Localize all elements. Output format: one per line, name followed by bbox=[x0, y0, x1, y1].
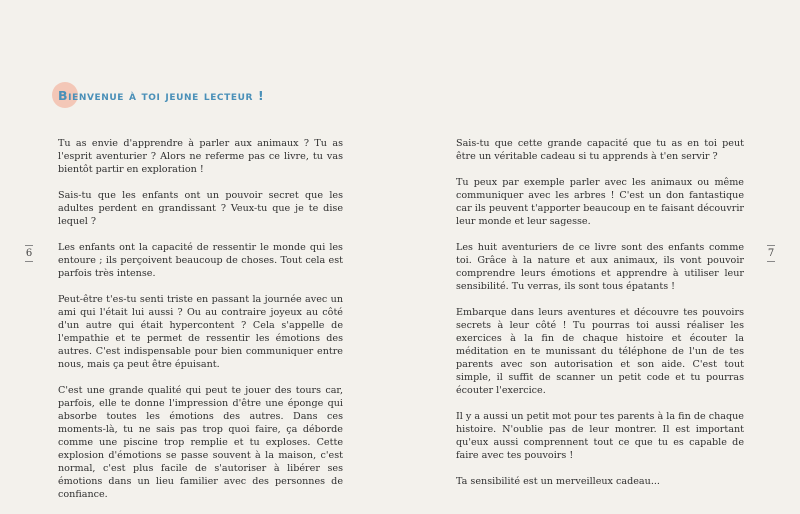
paragraph: Sais-tu que cette grande capacité que tu as en toi peut être un véritable cadeau si tu apprends à t'en servir ? bbox=[456, 138, 744, 162]
left-body-text bbox=[58, 137, 343, 514]
paragraph: Tu peux par exemple parler avec les animaux ou même communiquer avec les arbres ! C'est un don fantastique car ils peuvent t'apporter beaucoup en te faisant découvrir leur monde et leur sagesse. bbox=[456, 177, 744, 227]
paragraph: Peut-être t'es-tu senti triste en passant la journée avec un ami qui l'était lui aussi ? Ou au contraire joyeux au côté d'un autre qui était hypercontent ? Cela s'appelle de l'empathie et te permet de ressentir les émotions des autres. C'est indispensable pour bien communiquer entre nous, mais ça peut être épuisant. bbox=[58, 294, 343, 370]
paragraph: Les enfants ont la capacité de ressentir le monde qui les entoure ; ils perçoivent beaucoup de choses. Tout cela est parfois très intense. bbox=[58, 242, 343, 279]
paragraph: Sais-tu que les enfants ont un pouvoir secret que les adultes perdent en grandissant ? Veux-tu que je te dise lequel ? bbox=[58, 190, 343, 227]
right-body-text bbox=[456, 137, 744, 501]
page-number-right: 7 bbox=[762, 248, 780, 259]
paragraph: Il y a aussi un petit mot pour tes parents à la fin de chaque histoire. N'oublie pas de leur montrer. Il est important qu'eux aussi comprennent tout ce que tu es capable de faire avec tes pouvoirs ! bbox=[456, 411, 744, 461]
paragraph: C'est une grande qualité qui peut te jouer des tours car, parfois, elle te donne l'impression d'être une éponge qui absorbe toutes les émotions des autres. Dans ces moments-là, tu ne sais pas trop quoi faire, ça déborde comme une piscine trop remplie et tu exploses. Cette explosion d'émotions se passe souvent à la maison, c'est normal, c'est plus facile de s'autoriser à libérer ses émotions dans un lieu familier avec des personnes de confiance. bbox=[58, 385, 343, 500]
paragraph: Tu as envie d'apprendre à parler aux animaux ? Tu as l'esprit aventurier ? Alors ne referme pas ce livre, tu vas bientôt partir en exploration ! bbox=[58, 138, 343, 175]
paragraph: Les huit aventuriers de ce livre sont des enfants comme toi. Grâce à la nature et aux animaux, ils vont pouvoir comprendre leurs émotions et apprendre à utiliser leur sensibilité. Tu verras, ils sont tous épatants ! bbox=[456, 242, 744, 292]
paragraph: Embarque dans leurs aventures et découvre tes pouvoirs secrets à leur côté ! Tu pourras toi aussi réaliser les exercices à la fin de chaque histoire et écouter la méditation en te munissant du téléphone de l'un de tes parents avec son autorisation et son aide. C'est tout simple, il suffit de scanner un petit code et tu pourras écouter l'exercice. bbox=[456, 307, 744, 396]
paragraph: Ta sensibilité est un merveilleux cadeau... bbox=[456, 476, 660, 487]
page-number-left: 6 bbox=[20, 248, 38, 259]
right-page bbox=[400, 0, 800, 514]
chapter-title-text: Bienvenue à toi jeune lecteur ! bbox=[58, 88, 265, 103]
